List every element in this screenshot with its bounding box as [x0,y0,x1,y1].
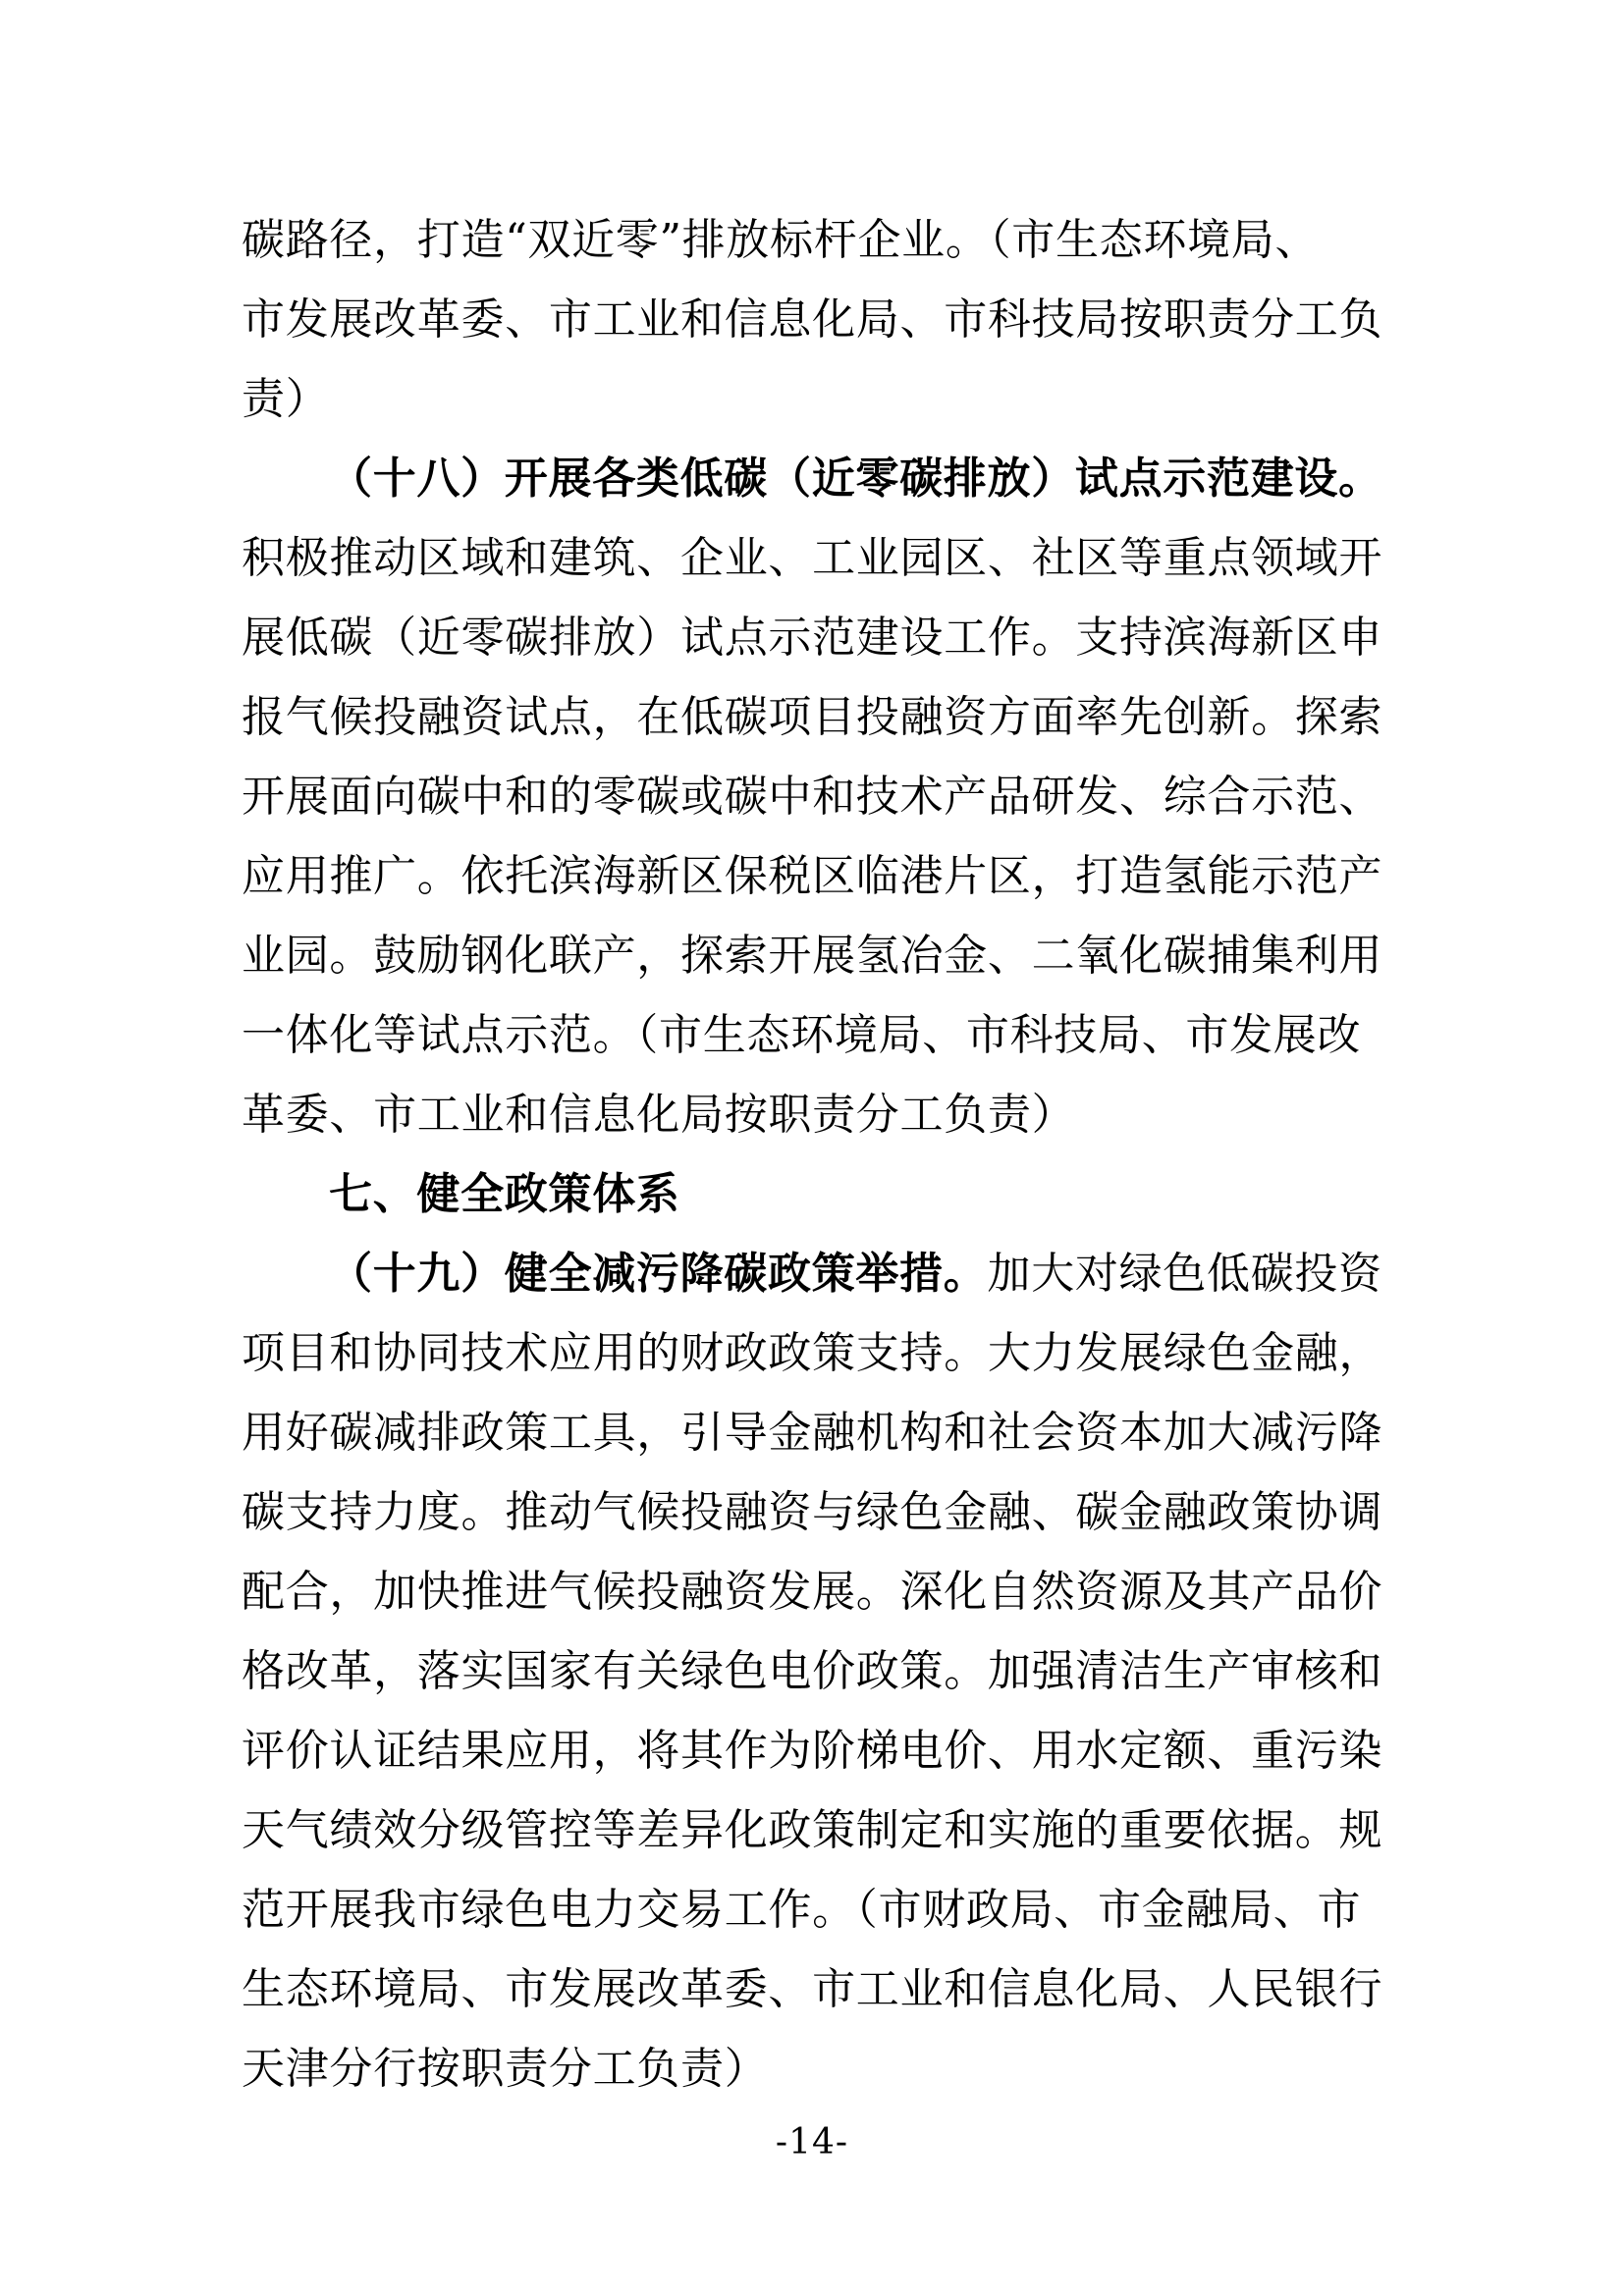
document-text-block [242,200,1384,2109]
body-text: 评价认证结果应用，将其作为阶梯电价、用水定额、重污染 [242,1726,1383,1776]
body-text: 展低碳（近零碳排放）试点示范建设工作。支持滨海新区申 [242,613,1383,663]
body-text: 开展面向碳中和的零碳或碳中和技术产品研发、综合示范、 [242,772,1383,822]
page-number: -14- [775,2122,849,2163]
text-line [242,916,1384,995]
text-line [242,1790,1384,1870]
text-line [242,836,1384,916]
text-line [242,677,1384,757]
body-text: 加大对绿色低碳投资 [987,1249,1382,1299]
body-text: 格改革，落实国家有关绿色电价政策。加强清洁生产审核和 [242,1646,1383,1696]
bold-lead-text: （十九）健全减污降碳政策举措。 [329,1249,988,1299]
body-text: 用好碳减排政策工具，引导金融机构和社会资本加大减污降 [242,1408,1383,1458]
text-line [242,1472,1384,1552]
text-line [242,1234,1384,1313]
section-heading [242,1154,1384,1234]
body-text: 责） [242,374,330,424]
body-text: 生态环境局、市发展改革委、市工业和信息化局、人民银行 [242,1964,1383,2014]
text-line [242,757,1384,836]
text-line [242,280,1384,359]
body-text: 市发展改革委、市工业和信息化局、市科技局按职责分工负 [242,294,1383,345]
body-text: 范开展我市绿色电力交易工作。（市财政局、市金融局、市 [242,1885,1362,1935]
body-text: 碳支持力度。推动气候投融资与绿色金融、碳金融政策协调 [242,1487,1383,1537]
body-text: 业园。鼓励钢化联产，探索开展氢冶金、二氧化碳捕集利用 [242,931,1383,981]
text-line [242,1075,1384,1154]
body-text: 配合，加快推进气候投融资发展。深化自然资源及其产品价 [242,1567,1383,1617]
bold-lead-text: （十八）开展各类低碳（近零碳排放）试点示范建设。 [329,454,1382,504]
text-line [242,518,1384,598]
text-line [242,995,1384,1075]
text-line [242,1711,1384,1790]
body-text: 碳路径，打造“双近零”排放标杆企业。（市生态环境局、 [242,215,1320,265]
body-text: 报气候投融资试点，在低碳项目投融资方面率先创新。探索 [242,692,1383,742]
text-line [242,2029,1384,2109]
body-text: 项目和协同技术应用的财政政策支持。大力发展绿色金融， [242,1328,1383,1378]
body-text: 积极推动区域和建筑、企业、工业园区、社区等重点领域开 [242,533,1383,583]
body-text: 天气绩效分级管控等差异化政策制定和实施的重要依据。规 [242,1805,1383,1855]
bold-lead-text: 七、健全政策体系 [329,1169,680,1219]
body-text: 天津分行按职责分工负责） [242,2044,769,2094]
text-line [242,1313,1384,1393]
body-text: 一体化等试点示范。（市生态环境局、市科技局、市发展改 [242,1010,1362,1060]
text-line [242,1870,1384,1949]
body-text: 应用推广。依托滨海新区保税区临港片区，打造氢能示范产 [242,851,1383,901]
text-line [242,1552,1384,1631]
text-line [242,1393,1384,1472]
text-line [242,1949,1384,2029]
text-line [242,439,1384,518]
text-line [242,1631,1384,1711]
body-text: 革委、市工业和信息化局按职责分工负责） [242,1090,1076,1140]
text-line [242,598,1384,677]
text-line [242,359,1384,439]
text-line [242,200,1384,280]
